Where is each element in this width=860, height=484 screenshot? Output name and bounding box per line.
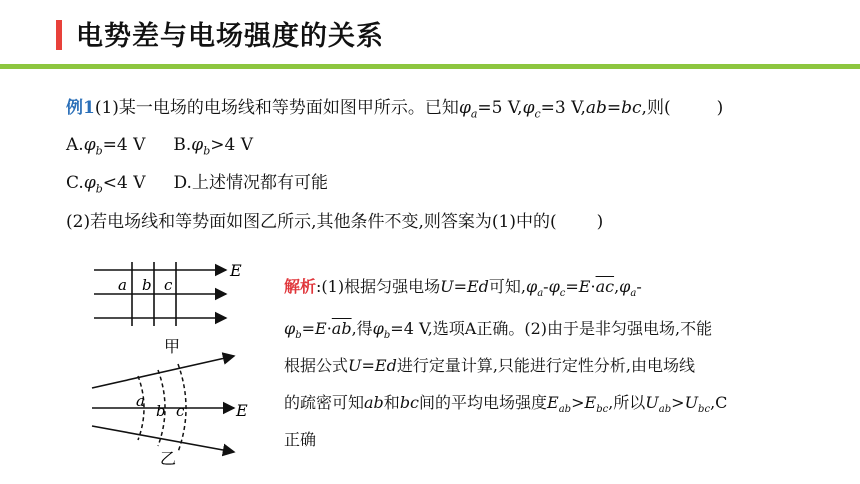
analysis-text: ,所以 [608,393,646,412]
label-b-yi: b [156,402,166,420]
var-E: E [584,393,597,412]
analysis-text: =4 V,选项A正确。(2)由于是非匀强电场,不能 [390,319,713,338]
field-diagram [86,256,266,468]
var-E: E [578,277,591,296]
sub-ab: ab [658,404,672,416]
sub-a: a [630,288,637,300]
sub-b: b [203,144,211,158]
then-text: ,则( [641,98,671,118]
dot: · [590,277,596,296]
page-title: 电势差与电场强度的关系 [76,21,384,52]
analysis-text: 的疏密可知 [284,393,365,412]
sub-bc: bc [596,404,609,416]
var-Ed: Ed [374,356,397,375]
option-c-value: <4 V [102,173,146,193]
analysis-text: 进行定量计算,只能进行定性分析,由电场线 [396,356,696,375]
label-jia: 甲 [164,337,181,356]
phi-symbol: φ [284,319,296,338]
part2-text: (2)若电场线和等势面如图乙所示,其他条件不变,则答案为(1)中的( [66,212,557,232]
analysis-line-5 [284,429,316,451]
label-yi: 乙 [160,449,177,468]
part2-close: ) [596,212,604,232]
option-a-value: =4 V [102,135,146,155]
comma: , [614,277,620,296]
sub-b: b [383,330,391,342]
sub-a: a [537,288,544,300]
question-line-1 [66,97,723,125]
eq3: =3 V, [540,98,586,118]
sub-c: c [559,288,566,300]
phi-symbol: φ [372,319,384,338]
phi-symbol: φ [83,135,96,155]
analysis-line-4 [284,392,727,421]
var-ab: ab [364,393,384,412]
analysis-text: = [565,277,579,296]
option-d: D.上述情况都有可能 [173,173,328,193]
label-E-yi: E [236,401,248,420]
option-a-label: A. [66,135,84,155]
title-divider [0,64,860,69]
close-paren: ) [716,98,724,118]
analysis-text: ,C [710,393,728,412]
label-a-yi: a [136,392,145,410]
var-U: U [440,277,454,296]
label-E-jia: E [230,261,242,280]
analysis-label: 解析 [284,277,317,296]
example-label: 例1 [66,98,95,118]
ab-text: ab [585,98,607,118]
analysis-text: - [543,277,549,296]
vec-ac: $\overline{ac}$ [595,277,615,296]
analysis-text: - [636,277,642,296]
options-cd [66,172,328,200]
analysis-text: ,得 [351,319,373,338]
part1-prefix: (1)某一电场的电场线和等势面如图甲所示。已知 [94,98,459,118]
options-ab [66,134,253,162]
var-U: U [348,356,362,375]
sub-bc: bc [698,404,711,416]
analysis-text: 和 [383,393,400,412]
var-U: U [645,393,659,412]
title-accent-bar [56,20,62,50]
phi-symbol: φ [458,98,471,118]
gt: > [571,393,585,412]
var-U: U [684,393,699,412]
option-b-label: B. [173,135,192,155]
analysis-line-2 [284,318,712,347]
bc-text: bc [621,98,642,118]
var-Ed: Ed [466,277,489,296]
sub-a: a [470,107,478,121]
analysis-line-1 [284,276,642,305]
analysis-text: 可知, [488,277,526,296]
phi-symbol: φ [548,277,560,296]
sub-b: b [95,182,103,196]
label-b-jia: b [142,276,152,294]
analysis-text: = [301,319,316,338]
vec-ab: $\overline{ab}$ [331,319,352,338]
eq-sign: = [606,98,622,118]
option-c-label: C. [66,173,84,193]
eq5: =5 V, [477,98,523,118]
dot: · [326,319,332,338]
var-E: E [547,393,559,412]
phi-symbol: φ [522,98,535,118]
var-bc: bc [399,393,420,412]
analysis-text: 正确 [284,430,317,449]
figure-yi [92,356,248,468]
label-a-jia: a [118,276,127,294]
phi-symbol: φ [525,277,538,296]
figure-jia [94,261,242,356]
sub-ab: ab [558,404,572,416]
analysis-text: :(1)根据匀强电场 [316,277,441,296]
analysis-text: 间的平均电场强度 [419,393,548,412]
eq: = [453,277,467,296]
sub-b: b [295,330,302,342]
analysis-line-3 [284,355,695,377]
sub-c: c [534,107,541,121]
phi-symbol: φ [191,135,204,155]
eq: = [361,356,375,375]
question-part-2 [66,211,603,233]
label-c-yi: c [176,402,185,420]
option-b-value: >4 V [210,135,253,155]
gt: > [671,393,685,412]
label-c-jia: c [164,276,173,294]
diverging-line-top [92,356,234,388]
analysis-text: 根据公式 [284,356,349,375]
phi-symbol: φ [619,277,631,296]
phi-symbol: φ [83,173,96,193]
sub-b: b [95,144,103,158]
var-E: E [315,319,327,338]
